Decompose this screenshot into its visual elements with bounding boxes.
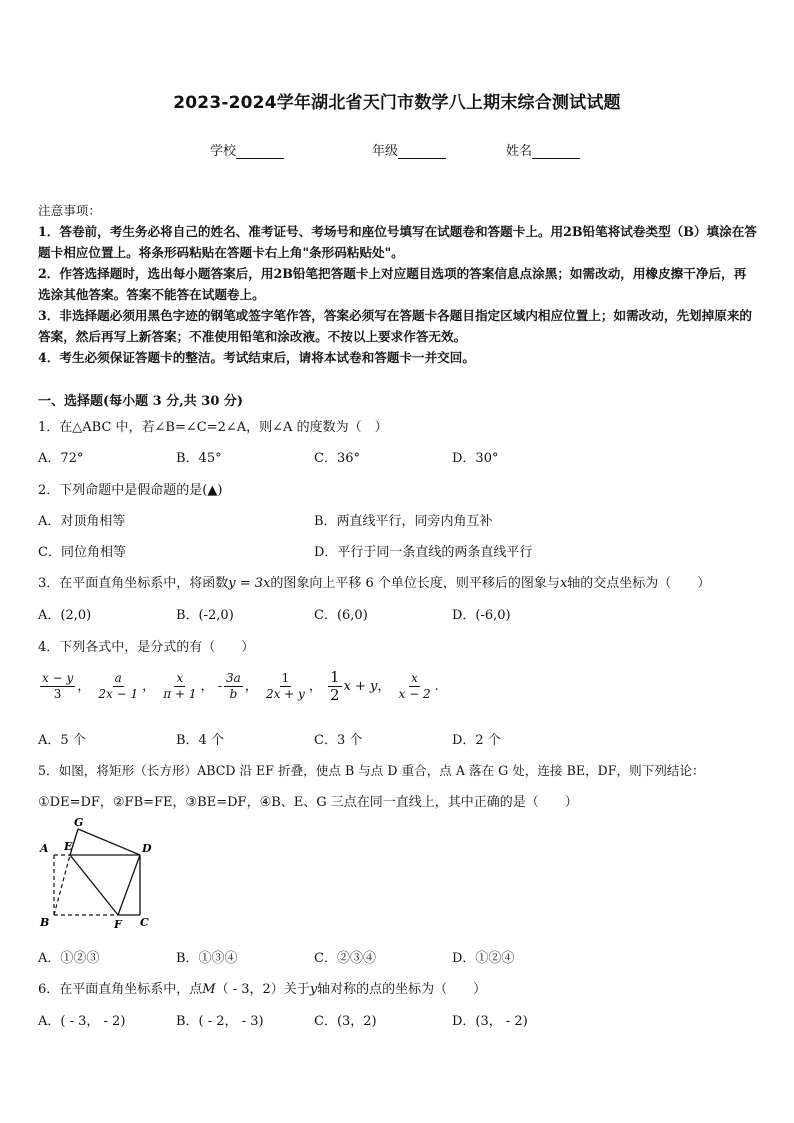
name-field [506, 140, 580, 159]
q6-stem-a: 6．在平面直角坐标系中，点 [38, 982, 203, 997]
question-2-stem: 2．下列命题中是假命题的是(▲) [38, 483, 223, 498]
q3-stem-a: 3．在平面直角坐标系中，将函数 [38, 576, 229, 591]
label-c: C [140, 916, 149, 929]
q5-option-c: C．②③④ [314, 951, 376, 966]
q4-option-c: C．3 个 [314, 733, 363, 748]
q1-option-b: B．45° [176, 451, 222, 466]
q4-option-b: B．4 个 [176, 733, 224, 748]
segment-gd [78, 829, 140, 855]
q2-option-c: C．同位角相等 [38, 545, 126, 560]
school-label: 学校 [210, 144, 237, 159]
q1-option-a: A．72° [38, 451, 84, 466]
q6-stem-c: 轴对称的点的坐标为（ ） [317, 982, 487, 997]
section-heading: 一、选择题(每小题 3 分,共 30 分) [38, 394, 244, 409]
label-g: G [74, 816, 84, 829]
segment-ef [70, 855, 118, 915]
q1-option-d: D．30° [452, 451, 499, 466]
q6-option-d: D．(3， - 2) [452, 1014, 528, 1029]
question-1-stem: 1．在△ABC 中，若∠B=∠C=2∠A，则∠A 的度数为（ ） [38, 420, 388, 435]
question-3-stem [38, 572, 710, 591]
question-4-stem: 4．下列各式中，是分式的有（ ） [38, 640, 255, 655]
q4-expr-6: $\frac{1}{2}$ [329, 668, 340, 704]
grade-field [372, 140, 446, 159]
q4-expr-4-sign: - [217, 679, 223, 694]
q3-option-d: D．(-6,0) [452, 608, 511, 623]
grade-label: 年级 [372, 144, 399, 159]
q5-option-b: B．①③④ [176, 951, 238, 966]
segment-be [54, 855, 70, 915]
label-b: B [40, 916, 50, 929]
q3-stem-c: 轴的交点坐标为（ ） [567, 576, 711, 591]
name-label: 姓名 [506, 144, 533, 159]
q1-option-c: C．36° [314, 451, 360, 466]
notice-item-2: 2．作答选择题时，选出每小题答案后，用2B铅笔把答题卡上对应题目选项的答案信息点涂黑；如需改动，用橡皮擦干净后，再选涂其他答案。答案不能答在试题卷上。 [38, 266, 747, 302]
notice-item-1: 1．答卷前，考生务必将自己的姓名、准考证号、考场号和座位号填写在试题卷和答题卡上。用2B铅笔将试卷类型（B）填涂在答题卡相应位置上。将条形码粘贴在答题卡右上角"条形码粘贴处"。 [38, 224, 757, 260]
q4-expr-4: $\frac{3a}{b}$ [226, 671, 241, 701]
question-5-stem-line1: 5．如图，将矩形（长方形）ABCD 沿 EF 折叠，使点 B 与点 D 重合，点 A 落在 G 处，连接 BE，DF，则下列结论： [38, 763, 705, 778]
q4-expr-5: $\frac{1}{2x + y}$ [265, 671, 305, 701]
q3-stem-b: 的图象向上平移 6 个单位长度，则平移后的图象与 [270, 576, 560, 591]
q4-option-a: A．5 个 [38, 733, 86, 748]
notice-heading: 注意事项： [38, 203, 101, 218]
q2-option-d: D．平行于同一条直线的两条直线平行 [314, 545, 533, 560]
q6-option-b: B．( - 2， - 3) [176, 1014, 264, 1029]
q3-function: y = 3x [228, 576, 271, 591]
school-field [210, 140, 284, 159]
q6-coords: （ - 3，2） [215, 982, 284, 997]
q4-expr-1: $\frac{x - y}{3}$ [42, 671, 74, 701]
segment-fd [118, 855, 140, 915]
notice-item-4: 4．考生必须保证答题卡的整洁。考试结束后，请将本试卷和答题卡一并交回。 [38, 350, 475, 365]
q5-option-d: D．①②④ [452, 951, 515, 966]
q6-point: M [202, 982, 216, 997]
grade-blank [398, 145, 446, 159]
q4-expr-7: $\frac{x}{x - 2}$ [398, 671, 431, 701]
q4-expr-3: $\frac{x}{\pi + 1}$ [163, 671, 197, 701]
q3-option-a: A．(2,0) [38, 608, 92, 623]
q5-option-a: A．①②③ [38, 951, 100, 966]
school-blank [236, 145, 284, 159]
q3-axis: x [559, 576, 568, 591]
notice-item-3: 3．非选择题必须用黑色字迹的钢笔或签字笔作答，答案必须写在答题卡各题目指定区域内相应位置上；如需改动，先划掉原来的答案，然后再写上新答案；不准使用铅笔和涂改液。不按以上要求作答无效。 [38, 308, 753, 344]
q6-option-a: A．( - 3， - 2) [38, 1014, 126, 1029]
label-d: D [142, 842, 152, 855]
q6-stem-b: 关于 [283, 982, 310, 997]
label-f: F [114, 918, 122, 930]
label-a: A [40, 842, 49, 855]
name-blank [532, 145, 580, 159]
rectangle-fold-figure [34, 815, 164, 930]
q6-axis: y [309, 982, 318, 997]
question-5-stem-line2: ①DE=DF，②FB=FE，③BE=DF，④B、E、G 三点在同一直线上，其中正确的是（ ） [38, 795, 578, 810]
q4-expr-2: $\frac{a}{2x - 1}$ [98, 671, 139, 701]
q3-option-c: C．(6,0) [314, 608, 368, 623]
q2-option-a: A．对顶角相等 [38, 514, 126, 529]
q4-expr-6-tail: x + y [343, 679, 378, 694]
page-title: 2023-2024学年湖北省天门市数学八上期末综合测试试题 [173, 93, 621, 113]
q4-expressions: $\frac{x - y}{3}$ ， $\frac{a}{2x - 1}$ ， $\frac{x}{\pi + 1}$ ， - $\frac{3a}{b}$ ， $\frac{1}{2x + y}$ ， $\frac{1}{2}$ x + y， $\frac{x}{x - 2}$ . [42, 668, 439, 704]
label-e: E [64, 840, 73, 853]
q2-option-b: B．两直线平行，同旁内角互补 [314, 514, 493, 529]
q3-option-b: B．(-2,0) [176, 608, 234, 623]
question-6-stem [38, 978, 486, 997]
q6-option-c: C．(3，2) [314, 1014, 377, 1029]
q4-option-d: D．2 个 [452, 733, 501, 748]
